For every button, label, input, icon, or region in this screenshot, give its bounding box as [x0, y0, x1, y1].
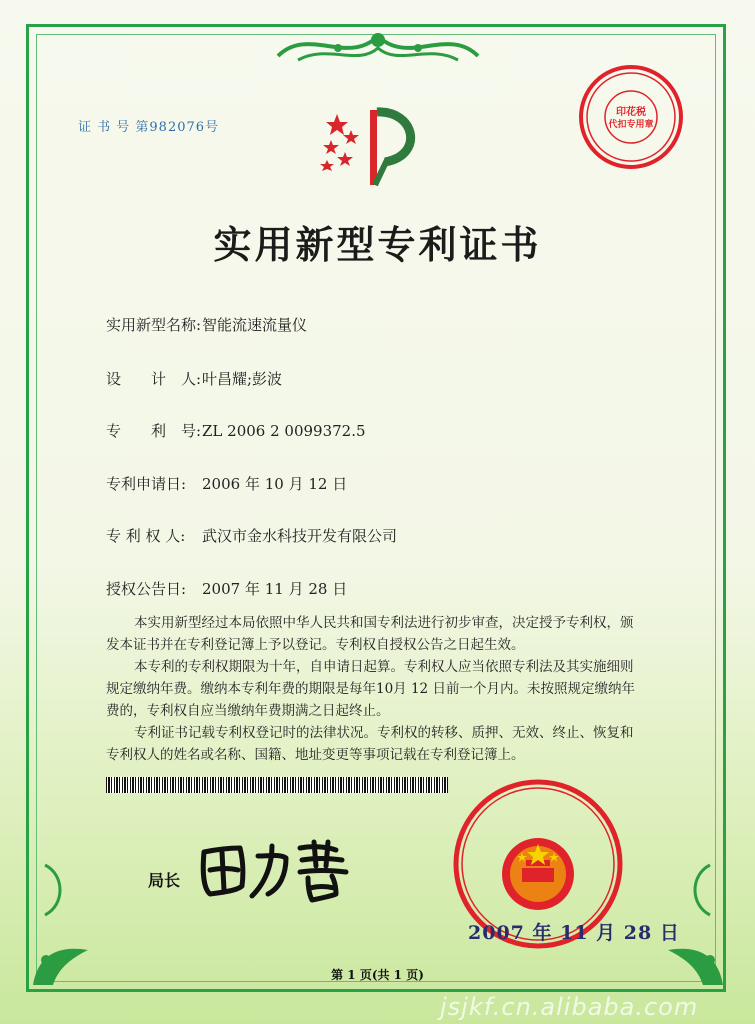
- issue-date-stamp: 2007 年 11 月 28 日: [468, 922, 680, 944]
- body-line: 专利证书记载专利权登记时的法律状况。专利权的转移、质押、无效、终止、恢复和: [134, 725, 634, 741]
- field-label: 专 利 号:: [106, 422, 202, 440]
- field-patent-number: [106, 420, 366, 441]
- field-value: 叶昌耀;彭波: [202, 370, 283, 388]
- side-ornament-left: [40, 860, 70, 920]
- field-grant-date: [106, 578, 347, 599]
- field-value: 智能流速流量仪: [202, 316, 308, 334]
- field-label: 授权公告日:: [106, 580, 187, 598]
- body-line: 规定缴纳年费。缴纳本专利年费的期限是每年10月 12 日前一个月内。未按照规定缴纳年: [106, 681, 635, 697]
- field-value: 武汉市金水科技开发有限公司: [202, 527, 398, 545]
- field-designer: [106, 368, 282, 389]
- body-line: 专利权人的姓名或名称、国籍、地址变更等事项记载在专利登记簿上。: [106, 747, 525, 763]
- barcode: [106, 777, 448, 793]
- field-label: 专 利 权 人:: [106, 527, 186, 545]
- top-ornament: [268, 26, 488, 74]
- field-label: 设 计 人:: [106, 370, 202, 388]
- field-value: 2007 年 11 月 28 日: [202, 580, 348, 598]
- certificate-body: [106, 612, 651, 766]
- side-ornament-right: [685, 860, 715, 920]
- tax-stamp-center-line1: 印花税: [616, 107, 646, 118]
- certificate-number: 证 书 号 第982076号: [78, 120, 220, 135]
- body-line: 费的，专利权自应当缴纳年费期满之日起终止。: [106, 703, 390, 719]
- tax-stamp-center-line2: 代扣专用章: [608, 120, 654, 130]
- watermark: jsjkf.cn.alibaba.com: [440, 993, 699, 1021]
- field-label: 专利申请日:: [106, 475, 187, 493]
- patent-office-logo-icon: [315, 100, 435, 190]
- body-line: 本专利的专利权期限为十年，自申请日起算。专利权人应当依照专利法及其实施细则: [134, 659, 634, 675]
- field-label: 实用新型名称:: [106, 316, 202, 334]
- body-line: 发本证书并在专利登记簿上予以登记。专利权自授权公告之日起生效。: [106, 637, 525, 653]
- field-value: ZL 2006 2 0099372.5: [202, 422, 366, 440]
- director-signature: [196, 834, 356, 904]
- field-value: 2006 年 10 月 12 日: [202, 475, 348, 493]
- body-line: 本实用新型经过本局依照中华人民共和国专利法进行初步审查，决定授予专利权，颁: [134, 615, 634, 631]
- field-application-date: [106, 473, 347, 494]
- director-label: 局长: [148, 871, 181, 890]
- page-footer: 第 1 页(共 1 页): [331, 968, 424, 982]
- field-patentee: [106, 525, 397, 546]
- certificate-title: 实用新型专利证书: [213, 222, 542, 267]
- field-utility-model-name: [106, 314, 307, 335]
